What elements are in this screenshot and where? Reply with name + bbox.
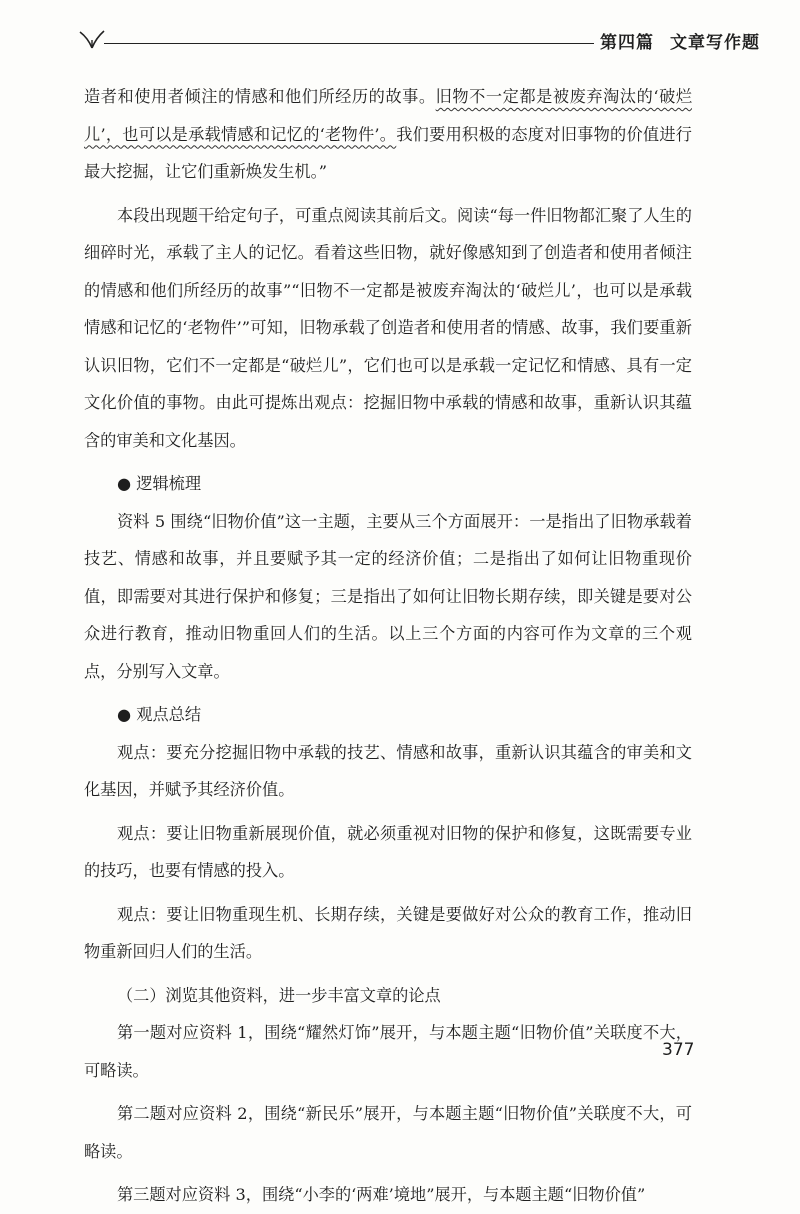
- quote-underlined: 旧物不一定都是被废弃淘汰的‘破烂儿’，也可以是承载情感和记忆的‘老物件’。: [84, 87, 693, 144]
- header-part: 第四篇: [600, 33, 654, 53]
- heading-summary: ● 观点总结: [117, 705, 202, 724]
- header-title: [600, 28, 776, 53]
- paragraph-analysis: 本段出现题干给定句子，可重点阅读其前后文。阅读“每一件旧物都汇聚了人生的细碎时光，承载了主人的记忆。看着这些旧物，就好像感知到了创造者和使用者倾注的情感和他们所经历的故事”“旧物不一定都是被废弃淘汰的‘破烂儿’，也可以是承载情感和记忆的‘老物件’”可知，旧物承载了创造者和使用者的情感、故事，我们要重新认识旧物，它们不一定都是“破烂儿”，它们也可以是承载一定记忆和情感、具有一定文化价值的事物。由此可提炼出观点：挖掘旧物中承载的情感和故事，重新认识其蕴含的审美和文化基因。: [84, 205, 692, 450]
- question-1-note: 第一题对应资料 1，围绕“耀然灯饰”展开，与本题主题“旧物价值”关联度不大，可略读。: [84, 1023, 692, 1080]
- quote-text-end: 我们要用积极的态度对旧事物的价值进行最大挖掘，让它们重新焕发生机。”: [84, 124, 692, 181]
- leaf-ornament-icon: [78, 28, 108, 52]
- header-rule: [104, 43, 594, 44]
- question-3-note: 第三题对应资料 3，围绕“小李的‘两难’境地”展开，与本题主题“旧物价值”: [117, 1185, 646, 1204]
- question-2-note: 第二题对应资料 2，围绕“新民乐”展开，与本题主题“旧物价值”关联度不大，可略读。: [84, 1104, 692, 1161]
- paragraph-logic: 资料 5 围绕“旧物价值”这一主题，主要从三个方面展开：一是指出了旧物承载着技艺、情感和故事，并且要赋予其一定的经济价值；二是指出了如何让旧物重现价值，即需要对其进行保护和修复；三是指出了如何让旧物长期存续，即关键是要对公众进行教育，推动旧物重回人们的生活。以上三个方面的内容可作为文章的三个观点，分别写入文章。: [84, 511, 692, 681]
- viewpoint-1: 观点：要充分挖掘旧物中承载的技艺、情感和故事，重新认识其蕴含的审美和文化基因，并赋予其经济价值。: [84, 742, 692, 799]
- paragraph-quote-end: [84, 78, 692, 191]
- quote-text: 造者和使用者倾注的情感和他们所经历的故事。: [84, 87, 436, 106]
- heading-logic: ● 逻辑梳理: [117, 474, 202, 493]
- section-heading-2: （二）浏览其他资料，进一步丰富文章的论点: [117, 985, 441, 1005]
- viewpoint-2: 观点：要让旧物重新展现价值，就必须重视对旧物的保护和修复，这既需要专业的技巧，也要有情感的投入。: [84, 823, 692, 880]
- header-section: 文章写作题: [670, 33, 760, 53]
- page-number: 377: [662, 1040, 695, 1060]
- page-body: [84, 78, 695, 1214]
- running-header: [78, 26, 760, 56]
- viewpoint-3: 观点：要让旧物重现生机、长期存续，关键是要做好对公众的教育工作，推动旧物重新回归人们的生活。: [84, 904, 692, 961]
